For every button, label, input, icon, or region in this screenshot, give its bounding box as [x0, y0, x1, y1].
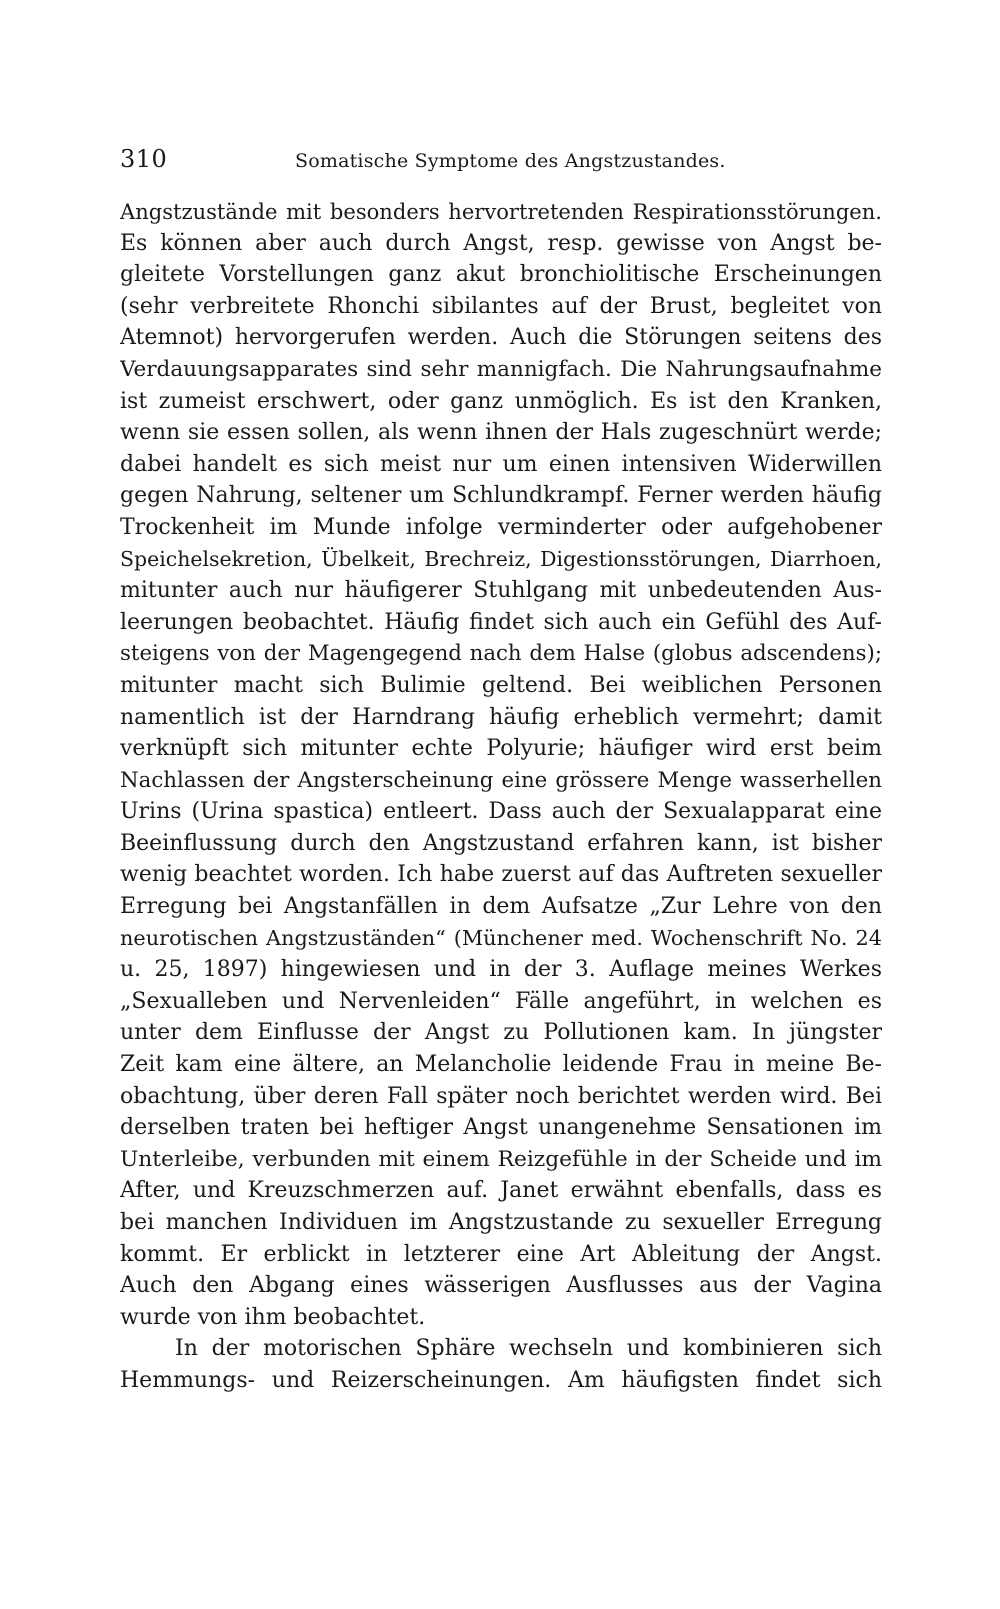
paragraph-2 — [120, 1333, 882, 1396]
text-line: derselben traten bei heftiger Angst unangenehme Sensationen im — [120, 1115, 882, 1141]
text-line: Atemnot) hervorgerufen werden. Auch die Störungen seitens des — [120, 325, 882, 351]
text-line: wenn sie essen sollen, als wenn ihnen der Hals zugeschnürt werde; — [120, 420, 882, 446]
text-line: (sehr verbreitete Rhonchi sibilantes auf der Brust, begleitet von — [120, 293, 882, 319]
text-line: leerungen beobachtet. Häufig findet sich auch ein Gefühl des Auf- — [120, 609, 882, 635]
text-line: Erregung bei Angstanfällen in dem Aufsatze „Zur Lehre von den — [120, 894, 882, 920]
text-line: Verdauungsapparates sind sehr mannigfach. Die Nahrungsaufnahme — [120, 356, 882, 382]
text-line: After, und Kreuzschmerzen auf. Janet erwähnt ebenfalls, dass es — [120, 1178, 882, 1204]
text-line: bei manchen Individuen im Angstzustande zu sexueller Erregung — [120, 1210, 882, 1235]
text-line: u. 25, 1897) hingewiesen und in der 3. Auflage meines Werkes — [120, 957, 882, 983]
text-line: wurde von ihm beobachtet. — [120, 1304, 426, 1330]
text-line: Es können aber auch durch Angst, resp. gewisse von Angst be- — [120, 230, 882, 256]
paragraph-1 — [120, 196, 882, 1333]
text-line: obachtung, über deren Fall später noch berichtet werden wird. Bei — [120, 1083, 882, 1109]
text-line: mitunter macht sich Bulimie geltend. Bei weiblichen Personen — [120, 672, 882, 698]
text-line: ist zumeist erschwert, oder ganz unmöglich. Es ist den Kranken, — [120, 388, 882, 414]
text-line: namentlich ist der Harndrang häufig erheblich vermehrt; damit — [120, 704, 882, 730]
text-line: „Sexualleben und Nervenleiden“ Fälle angeführt, in welchen es — [120, 988, 882, 1014]
text-line: Zeit kam eine ältere, an Melancholie leidende Frau in meine Be- — [120, 1052, 882, 1078]
page-number: 310 — [120, 145, 168, 173]
running-head: Somatische Symptome des Angstzustandes. — [295, 150, 726, 172]
text-line: In der motorischen Sphäre wechseln und kombinieren sich — [175, 1336, 882, 1362]
text-line: verknüpft sich mitunter echte Polyurie; häufiger wird erst beim — [120, 736, 882, 762]
page-header — [120, 142, 882, 178]
text-line: unter dem Einflusse der Angst zu Pollutionen kam. In jüngster — [120, 1020, 882, 1046]
text-line: Auch den Abgang eines wässerigen Ausflusses aus der Vagina — [120, 1273, 882, 1299]
text-line: Trockenheit im Munde infolge verminderter oder aufgehobener — [120, 514, 882, 540]
text-line: Angstzustände mit besonders hervortretenden Respirationsstörungen. — [120, 199, 882, 224]
text-line: Unterleibe, verbunden mit einem Reizgefühle in der Scheide und im — [120, 1146, 882, 1172]
text-line: gleitete Vorstellungen ganz akut bronchiolitische Erscheinungen — [120, 262, 882, 288]
text-line: kommt. Er erblickt in letzterer eine Art Ableitung der Angst. — [120, 1241, 882, 1267]
text-line: neurotischen Angstzuständen“ (Münchener med. Wochenschrift No. 24 — [120, 925, 882, 950]
text-line: wenig beachtet worden. Ich habe zuerst auf das Auftreten sexueller — [120, 862, 882, 888]
text-line: gegen Nahrung, seltener um Schlundkrampf. Ferner werden häufig — [120, 483, 882, 509]
text-line: Urins (Urina spastica) entleert. Dass auch der Sexualapparat eine — [120, 799, 882, 825]
body-text — [120, 196, 882, 1397]
text-line: Nachlassen der Angsterscheinung eine grössere Menge wasserhellen — [120, 767, 882, 793]
text-line: steigens von der Magengegend nach dem Halse (globus adscendens); — [120, 641, 882, 667]
text-line: dabei handelt es sich meist nur um einen intensiven Widerwillen — [120, 451, 882, 477]
text-line: Beeinflussung durch den Angstzustand erfahren kann, ist bisher — [120, 830, 882, 856]
text-line: mitunter auch nur häufigerer Stuhlgang mit unbedeutenden Aus- — [120, 578, 882, 604]
text-line: Speichelsekretion, Übelkeit, Brechreiz, Digestionsstörungen, Diarrhoen, — [120, 546, 882, 571]
text-line: Hemmungs- und Reizerscheinungen. Am häufigsten findet sich — [120, 1367, 882, 1393]
